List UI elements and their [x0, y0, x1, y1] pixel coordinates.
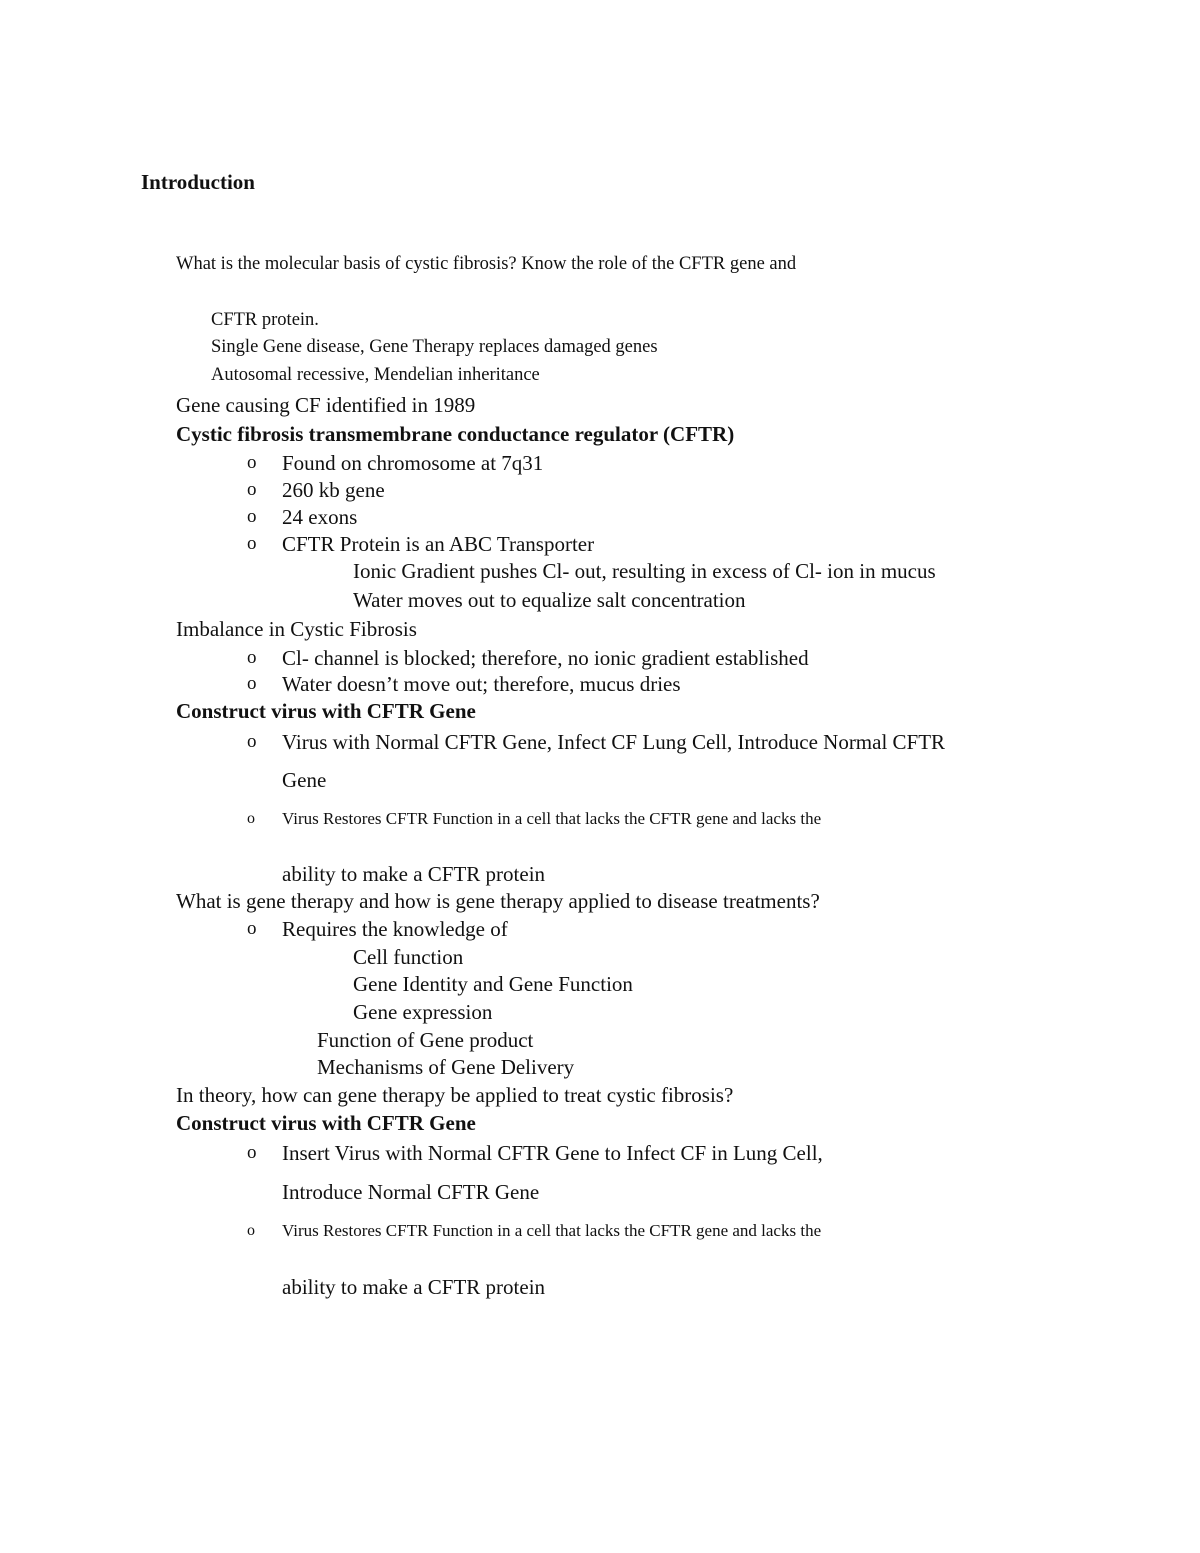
- question-gene-therapy: What is gene therapy and how is gene therapy applied to disease treatments?: [176, 889, 820, 913]
- requires-item-cell-function: Cell function: [353, 945, 464, 969]
- question-molecular-basis: What is the molecular basis of cystic fibrosis? Know the role of the CFTR gene and: [176, 254, 797, 274]
- construct1-bullet2-line2: ability to make a CFTR protein: [282, 862, 546, 886]
- bullet-marker: o: [247, 533, 257, 554]
- requires-item-gene-identity: Gene Identity and Gene Function: [353, 972, 633, 996]
- cftr-bullet-size: 260 kb gene: [282, 478, 385, 502]
- note-ionic-gradient: Ionic Gradient pushes Cl- out, resulting in excess of Cl- ion in mucus: [353, 559, 936, 583]
- bullet-marker: o: [247, 918, 257, 939]
- cftr-bullet-abc: CFTR Protein is an ABC Transporter: [282, 532, 595, 556]
- imbalance-bullet-water: Water doesn’t move out; therefore, mucus dries: [282, 672, 681, 696]
- construct2-bullet2-line1: Virus Restores CFTR Function in a cell that lacks the CFTR gene and lacks the: [282, 1221, 822, 1240]
- imbalance-heading: Imbalance in Cystic Fibrosis: [176, 617, 417, 641]
- note-gene-1989: Gene causing CF identified in 1989: [176, 393, 476, 417]
- bullet-marker: o: [247, 1142, 257, 1163]
- bullet-marker: o: [247, 647, 257, 668]
- bullet-marker: o: [247, 1222, 255, 1239]
- function-gene-product: Function of Gene product: [317, 1028, 534, 1052]
- note-autosomal: Autosomal recessive, Mendelian inheritance: [211, 365, 540, 385]
- construct1-bullet1-line1: Virus with Normal CFTR Gene, Infect CF Lung Cell, Introduce Normal CFTR: [282, 730, 946, 754]
- construct-heading-2: Construct virus with CFTR Gene: [176, 1111, 476, 1135]
- construct2-bullet2-line2: ability to make a CFTR protein: [282, 1275, 546, 1299]
- requires-knowledge: Requires the knowledge of: [282, 917, 508, 941]
- note-single-gene: Single Gene disease, Gene Therapy replaces damaged genes: [211, 337, 658, 357]
- mechanisms-gene-delivery: Mechanisms of Gene Delivery: [317, 1055, 575, 1079]
- construct1-bullet1-line2: Gene: [282, 768, 327, 792]
- construct2-bullet1-line2: Introduce Normal CFTR Gene: [282, 1180, 540, 1204]
- note-water-moves: Water moves out to equalize salt concentration: [353, 588, 746, 612]
- section-heading: Introduction: [141, 170, 255, 194]
- bullet-marker: o: [247, 479, 257, 500]
- cftr-bullet-chromosome: Found on chromosome at 7q31: [282, 451, 544, 475]
- bullet-marker: o: [247, 452, 257, 473]
- construct1-bullet2-line1: Virus Restores CFTR Function in a cell that lacks the CFTR gene and lacks the: [282, 809, 822, 828]
- question-molecular-basis-continued: CFTR protein.: [211, 310, 319, 330]
- question-theory: In theory, how can gene therapy be applied to treat cystic fibrosis?: [176, 1083, 734, 1107]
- construct2-bullet1-line1: Insert Virus with Normal CFTR Gene to Infect CF in Lung Cell,: [282, 1141, 823, 1165]
- bullet-marker: o: [247, 731, 257, 752]
- bullet-marker: o: [247, 810, 255, 827]
- imbalance-bullet-channel: Cl- channel is blocked; therefore, no ionic gradient established: [282, 646, 809, 670]
- cftr-heading: Cystic fibrosis transmembrane conductance regulator (CFTR): [176, 422, 735, 446]
- requires-item-gene-expression: Gene expression: [353, 1000, 493, 1024]
- cftr-bullet-exons: 24 exons: [282, 505, 358, 529]
- bullet-marker: o: [247, 673, 257, 694]
- construct-heading-1: Construct virus with CFTR Gene: [176, 699, 476, 723]
- bullet-marker: o: [247, 506, 257, 527]
